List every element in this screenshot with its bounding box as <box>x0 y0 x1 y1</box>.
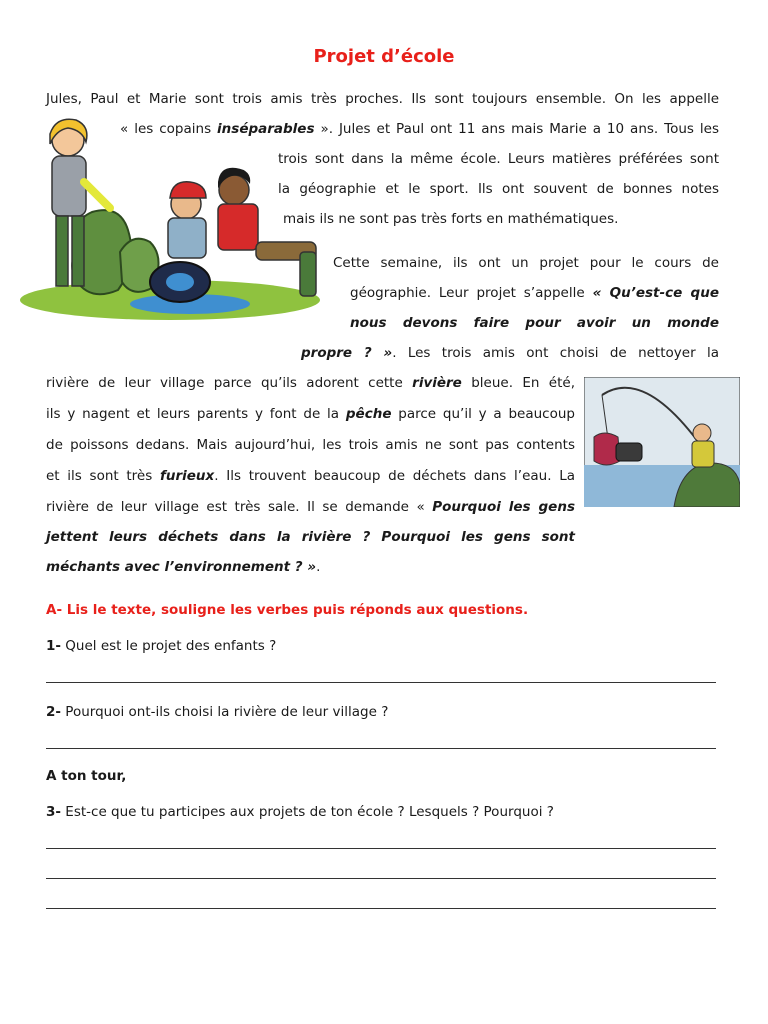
question-3: 3- Est-ce que tu participes aux projets de ton école ? Lesquels ? Pourquoi ? <box>46 804 554 820</box>
para2-line7: de poissons dedans. Mais aujourd’hui, les trois amis ne sont pas contents <box>46 437 575 453</box>
word-furieux: furieux <box>159 468 215 484</box>
para2-line2: géographie. Leur projet s’appelle « Qu’est-ce que <box>350 285 719 301</box>
instructions: A- Lis le texte, souligne les verbes puis réponds aux questions. <box>46 602 529 618</box>
word-inseparables: inséparables <box>217 121 315 137</box>
para2-line4: propre ? ». Les trois amis ont choisi de nettoyer la <box>301 345 719 361</box>
para1-line5: mais ils ne sont pas très forts en mathématiques. <box>283 211 619 227</box>
para2-line6: ils y nagent et leurs parents y font de la pêche parce qu’il y a beaucoup <box>46 406 575 422</box>
answer-line-3a[interactable] <box>46 848 716 849</box>
page-title: Projet d’école <box>313 46 455 67</box>
question-1: 1- Quel est le projet des enfants ? <box>46 638 277 654</box>
answer-line-3c[interactable] <box>46 908 716 909</box>
para2-line8: et ils sont très furieux. Ils trouvent beaucoup de déchets dans l’eau. La <box>46 468 575 484</box>
your-turn-heading: A ton tour, <box>46 768 127 784</box>
para2-line5: rivière de leur village parce qu’ils adorent cette rivière bleue. En été, <box>46 375 575 391</box>
para2-line11: méchants avec l’environnement ? ». <box>46 559 321 575</box>
para2-line10: jettent leurs déchets dans la rivière ? Pourquoi les gens sont <box>46 529 575 545</box>
fisherman-catching-trash-illustration <box>584 377 740 507</box>
para2-line3: nous devons faire pour avoir un monde <box>350 315 719 331</box>
word-peche: pêche <box>345 406 392 422</box>
answer-line-3b[interactable] <box>46 878 716 879</box>
answer-line-2[interactable] <box>46 748 716 749</box>
para1-line3: trois sont dans la même école. Leurs matières préférées sont <box>278 151 719 167</box>
para1-line4: la géographie et le sport. Ils ont souvent de bonnes notes <box>278 181 719 197</box>
para2-line1: Cette semaine, ils ont un projet pour le cours de <box>333 255 719 271</box>
word-riviere: rivière <box>412 375 462 391</box>
para1-line1: Jules, Paul et Marie sont trois amis très proches. Ils sont toujours ensemble. On les appelle <box>46 91 719 107</box>
answer-line-1[interactable] <box>46 682 716 683</box>
para2-line9: rivière de leur village est très sale. Il se demande « Pourquoi les gens <box>46 499 575 515</box>
question-2: 2- Pourquoi ont-ils choisi la rivière de leur village ? <box>46 704 389 720</box>
para1-line2: « les copains inséparables ». Jules et Paul ont 11 ans mais Marie a 10 ans. Tous les <box>120 121 719 137</box>
